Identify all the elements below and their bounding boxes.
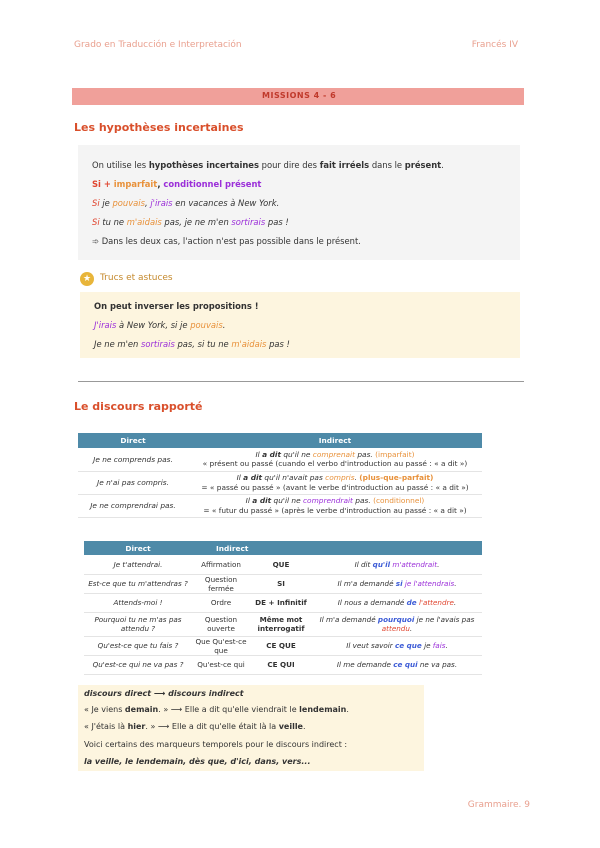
- table-row: Est-ce que tu m'attendras ? Question fermée SI Il m'a demandé si je l'attendrais.: [84, 574, 482, 593]
- table-row: Qu'est-ce qui ne va pas ? Qu'est-ce qui CE QUI Il me demande ce qui ne va pas.: [84, 655, 482, 674]
- hypotheses-example-2: Si tu ne m'aidais pas, je ne m'en sortirais pas !: [92, 217, 289, 227]
- banner-label: MISSIONS 4 - 6: [262, 91, 337, 100]
- hypotheses-conclusion: ➾ Dans les deux cas, l'action n'est pas possible dans le présent.: [92, 236, 361, 246]
- discours-types-table: [84, 541, 482, 675]
- hypotheses-rule: Si + imparfait, conditionnel présent: [92, 179, 262, 189]
- arrow-icon: ⟶: [170, 705, 183, 714]
- header-course: Grado en Traducción e Interpretación: [74, 40, 242, 50]
- section-divider: [78, 381, 524, 382]
- note-example-2: « J'étais là hier. » ⟶ Elle a dit qu'elle était là la veille.: [84, 722, 306, 731]
- arrow-icon: ➾: [92, 236, 100, 246]
- table-header-direct: Direct: [78, 433, 188, 448]
- tips-label: Trucs et astuces: [100, 273, 173, 283]
- note-example-1: « Je viens demain. » ⟶ Elle a dit qu'elle viendrait le lendemain.: [84, 705, 349, 714]
- star-icon: ★: [80, 272, 94, 286]
- table-row: Attends-moi ! Ordre DE + Infinitif Il nous a demandé de l'attendre.: [84, 593, 482, 612]
- hypotheses-example-1: Si je pouvais, j'irais en vacances à New York.: [92, 198, 280, 208]
- missions-banner: [72, 88, 524, 105]
- discours-tenses-table: [78, 433, 482, 518]
- tips-example-1: J'irais à New York, si je pouvais.: [94, 320, 226, 330]
- tips-box: [80, 292, 520, 358]
- tips-header: [80, 270, 520, 290]
- table-header-indirect: Indirect: [188, 433, 482, 448]
- arrow-icon: ⟶: [157, 722, 170, 731]
- table-row: Qu'est-ce que tu fais ? Que Qu'est-ce que CE QUE Il veut savoir ce que je fais.: [84, 636, 482, 655]
- tips-title: On peut inverser les propositions !: [94, 301, 259, 311]
- hypotheses-intro: On utilise les hypothèses incertaines pour dire des fait irréels dans le présent.: [92, 160, 444, 170]
- note-title: discours direct ⟶ discours indirect: [84, 689, 244, 698]
- header-subject: Francés IV: [471, 40, 518, 50]
- arrow-icon: ⟶: [153, 689, 166, 698]
- section-title-hypotheses: Les hypothèses incertaines: [74, 121, 244, 134]
- section-title-discours: Le discours rapporté: [74, 400, 203, 413]
- note-line-4: la veille, le lendemain, dès que, d'ici, dans, vers...: [84, 757, 311, 766]
- table-row: Je n'ai pas compris. Il a dit qu'il n'avait pas compris. (plus-que-parfait) = « passé ou passé » (avant le verbe d'introduction au passé : « a dit »): [78, 471, 482, 494]
- table-row: Je t'attendrai. Affirmation QUE Il dit qu'il m'attendrait.: [84, 555, 482, 574]
- note-line-3: Voici certains des marqueurs temporels pour le discours indirect :: [84, 740, 348, 749]
- hypotheses-box: [78, 145, 520, 260]
- table-row: Je ne comprends pas. Il a dit qu'il ne comprenait pas. (imparfait) « présent ou passé (cuando el verbo d'introduction au passé : « a dit »): [78, 448, 482, 471]
- table-row: Je ne comprendrai pas. Il a dit qu'il ne comprendrait pas. (conditionnel) = « futur du passé » (après le verbe d'introduction au passé : « a dit »): [78, 494, 482, 517]
- table-header-direct: Direct: [84, 541, 192, 555]
- table-header-indirect: Indirect: [192, 541, 482, 555]
- table-row: Pourquoi tu ne m'as pas attendu ? Question ouverte Même mot interrogatif Il m'a demandé pourquoi je ne l'avais pas attendu.: [84, 612, 482, 636]
- tips-example-2: Je ne m'en sortirais pas, si tu ne m'aidais pas !: [94, 339, 290, 349]
- discours-note-box: [78, 685, 424, 771]
- page-footer: Grammaire. 9: [467, 800, 530, 810]
